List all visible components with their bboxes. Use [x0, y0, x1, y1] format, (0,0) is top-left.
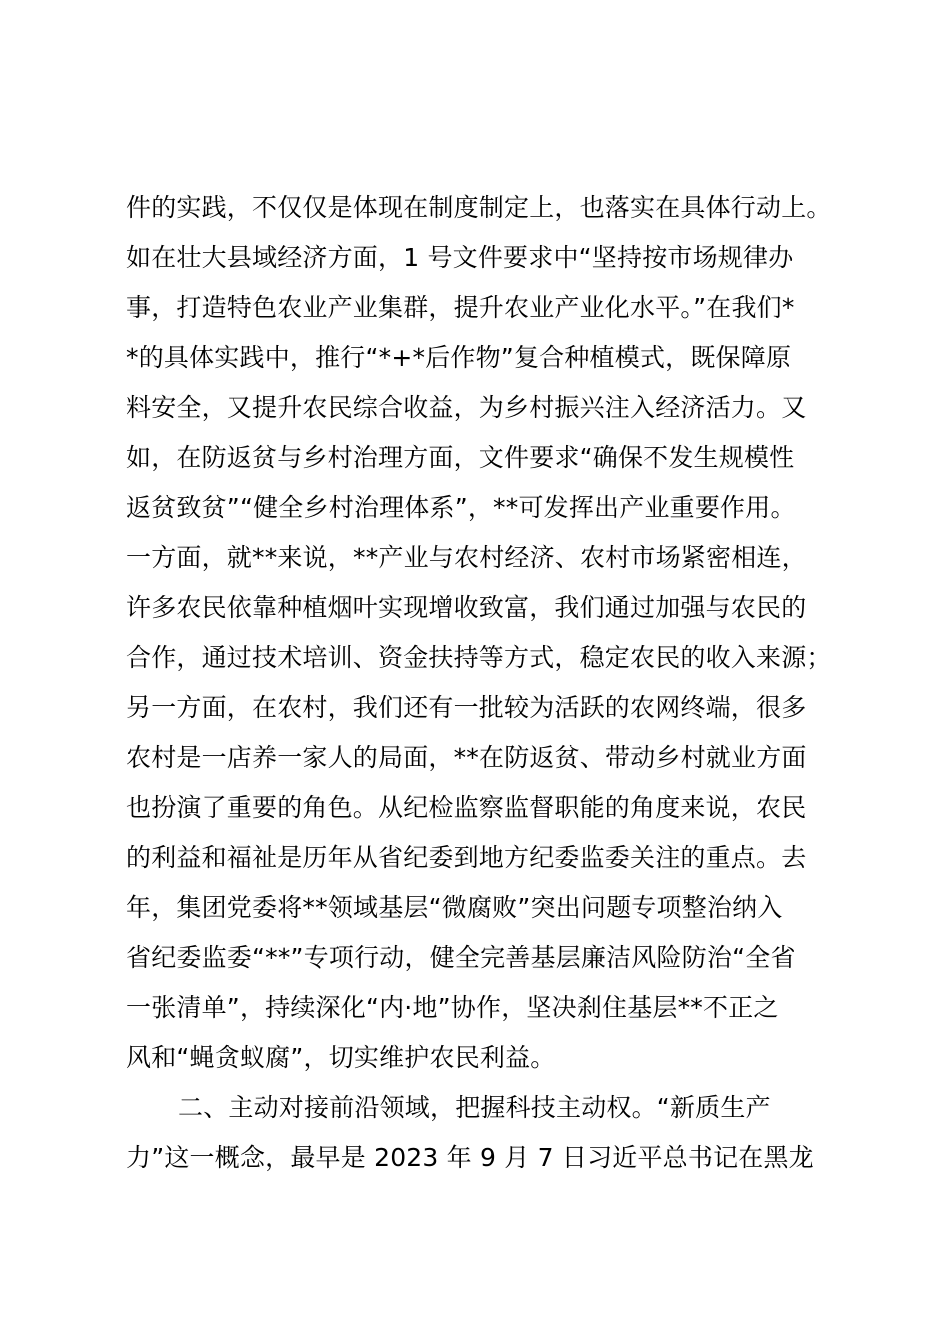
- text-line-9: 许多农民依靠种植烟叶实现增收致富，我们通过加强与农民的: [126, 593, 807, 622]
- text-line-18: 风和“蝇贪蚁腐”，切实维护农民利益。: [126, 1043, 556, 1072]
- text-line-16: 省纪委监委“**”专项行动，健全完善基层廉洁风险防治“全省: [126, 943, 796, 972]
- text-line-2: 如在壮大县域经济方面，1 号文件要求中“坚持按市场规律办: [126, 243, 794, 272]
- body-text: [126, 183, 856, 1183]
- text-line-1: 件的实践，不仅仅是体现在制度制定上，也落实在具体行动上。: [126, 193, 832, 222]
- text-line-14: 的利益和福祉是历年从省纪委到地方纪委监委关注的重点。去: [126, 843, 807, 872]
- text-line-11: 另一方面，在农村，我们还有一批较为活跃的农网终端，很多: [126, 693, 807, 722]
- text-line-13: 也扮演了重要的角色。从纪检监察监督职能的角度来说，农民: [126, 793, 807, 822]
- text-line-6: 如，在防返贫与乡村治理方面，文件要求“确保不发生规模性: [126, 443, 795, 472]
- text-line-17: 一张清单”，持续深化“内·地”协作，坚决刹住基层**不正之: [126, 993, 779, 1022]
- text-line-10: 合作，通过技术培训、资金扶持等方式，稳定农民的收入来源；: [126, 643, 832, 672]
- text-line-7: 返贫致贫”“健全乡村治理体系”，**可发挥出产业重要作用。: [126, 493, 796, 522]
- text-line-8: 一方面，就**来说，**产业与农村经济、农村市场紧密相连，: [126, 543, 807, 572]
- text-line-5: 料安全，又提升农民综合收益，为乡村振兴注入经济活力。又: [126, 393, 807, 422]
- section-heading-line: 二、主动对接前沿领域，把握科技主动权。“新质生产: [178, 1093, 771, 1122]
- text-line-4: *的具体实践中，推行“*+*后作物”复合种植模式，既保障原: [126, 343, 792, 372]
- text-line-12: 农村是一店养一家人的局面，**在防返贫、带动乡村就业方面: [126, 743, 807, 772]
- text-line-20: 力”这一概念，最早是 2023 年 9 月 7 日习近平总书记在黑龙: [126, 1143, 814, 1172]
- text-line-15: 年，集团党委将**领域基层“微腐败”突出问题专项整治纳入: [126, 893, 783, 922]
- text-line-3: 事，打造特色农业产业集群，提升农业产业化水平。”在我们*: [126, 293, 795, 322]
